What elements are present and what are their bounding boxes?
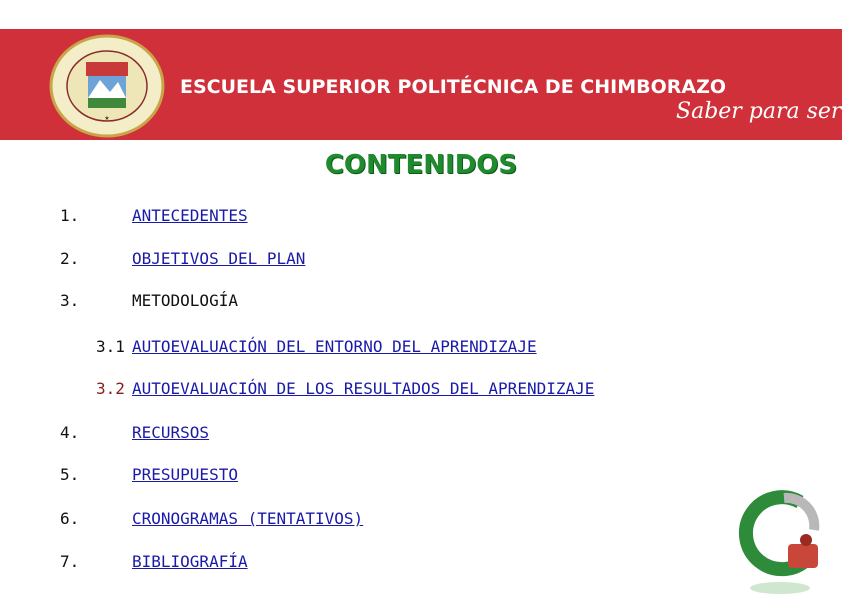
toc-link-antecedentes[interactable]: ANTECEDENTES — [132, 206, 248, 225]
toc-link-cronogramas[interactable]: CRONOGRAMAS (TENTATIVOS) — [132, 509, 364, 528]
institution-seal-icon — [48, 34, 166, 138]
school-name: ESCUELA SUPERIOR POLITÉCNICA DE CHIMBORAZO — [180, 76, 727, 98]
toc-link-bibliografia[interactable]: BIBLIOGRAFÍA — [132, 552, 248, 571]
circular-logo-icon — [738, 488, 822, 596]
toc-link-resultados[interactable]: AUTOEVALUACIÓN DE LOS RESULTADOS DEL APRENDIZAJE — [132, 379, 595, 398]
toc-link-presupuesto[interactable]: PRESUPUESTO — [132, 465, 238, 484]
svg-text:★: ★ — [104, 115, 110, 122]
page-title: CONTENIDOS — [324, 150, 518, 180]
toc-item-number: 5. — [60, 465, 80, 484]
toc-item-number: 1. — [60, 206, 80, 225]
toc-item-number: 2. — [60, 249, 80, 268]
toc-link-entorno[interactable]: AUTOEVALUACIÓN DEL ENTORNO DEL APRENDIZAJE — [132, 337, 537, 356]
toc-link-recursos[interactable]: RECURSOS — [132, 423, 210, 442]
toc-subitem-number: 3.1 — [96, 337, 125, 356]
toc-item-number: 6. — [60, 509, 80, 528]
school-motto: Saber para ser — [676, 99, 842, 124]
toc-item-number: 4. — [60, 423, 80, 442]
toc-label-metodologia: METODOLOGÍA — [132, 291, 238, 310]
toc-item-number: 7. — [60, 552, 80, 571]
toc-item-number: 3. — [60, 291, 80, 310]
toc-subitem-number: 3.2 — [96, 379, 125, 398]
toc-link-objetivos[interactable]: OBJETIVOS DEL PLAN — [132, 249, 306, 268]
